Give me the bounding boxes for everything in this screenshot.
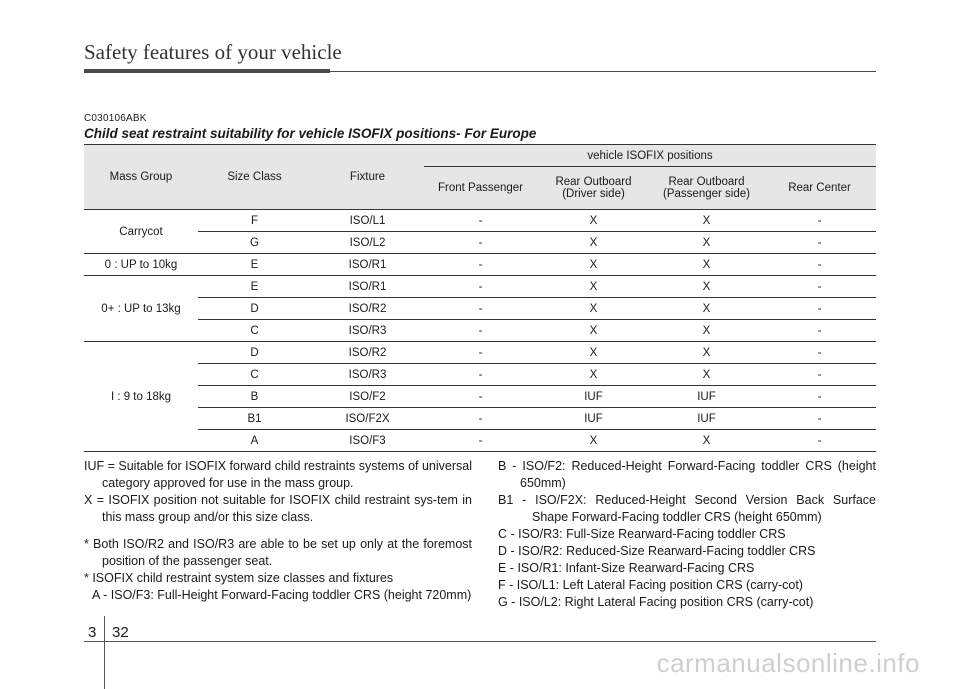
chapter-number: 3 xyxy=(88,624,97,641)
size-class-cell: B xyxy=(198,386,311,408)
note-g: G - ISO/L2: Right Lateral Facing position CRS (carry-cot) xyxy=(498,595,814,609)
rear-passenger-cell: IUF xyxy=(650,408,763,430)
fixture-cell: ISO/F3 xyxy=(311,430,424,452)
front-passenger-cell: - xyxy=(424,386,537,408)
fixture-cell: ISO/R3 xyxy=(311,320,424,342)
front-passenger-cell: - xyxy=(424,364,537,386)
rear-passenger-cell: X xyxy=(650,254,763,276)
table-row xyxy=(84,430,876,452)
isofix-suitability-table xyxy=(84,144,876,452)
size-class-cell: F xyxy=(198,210,311,232)
header-rear-outboard-passenger: Rear Outboard (Passenger side) xyxy=(650,167,763,210)
rear-driver-cell: IUF xyxy=(537,386,650,408)
rear-driver-cell: X xyxy=(537,320,650,342)
front-passenger-cell: - xyxy=(424,320,537,342)
rear-driver-cell: IUF xyxy=(537,408,650,430)
rear-passenger-cell: X xyxy=(650,298,763,320)
note-b1: B1 - ISO/F2X: Reduced-Height Second Version Back Surface Shape Forward-Facing toddler CRS (height 650mm) xyxy=(498,493,876,524)
note-x: X = ISOFIX position not suitable for ISOFIX child restraint sys-tem in this mass group and/or this size class. xyxy=(84,493,472,524)
front-passenger-cell: - xyxy=(424,408,537,430)
table-row xyxy=(84,254,876,276)
header-vehicle-positions: vehicle ISOFIX positions xyxy=(424,145,876,167)
footer-divider xyxy=(104,616,105,689)
rear-driver-cell: X xyxy=(537,364,650,386)
size-class-cell: C xyxy=(198,320,311,342)
rear-passenger-cell: X xyxy=(650,320,763,342)
rear-driver-cell: X xyxy=(537,298,650,320)
rear-passenger-cell: X xyxy=(650,342,763,364)
front-passenger-cell: - xyxy=(424,254,537,276)
rear-center-cell: - xyxy=(763,210,876,232)
front-passenger-cell: - xyxy=(424,298,537,320)
table-row xyxy=(84,342,876,364)
notes-right xyxy=(498,458,876,611)
rear-passenger-cell: X xyxy=(650,232,763,254)
page-number: 32 xyxy=(112,624,129,641)
rear-driver-cell: X xyxy=(537,254,650,276)
fixture-cell: ISO/R3 xyxy=(311,364,424,386)
table-row xyxy=(84,364,876,386)
fixture-cell: ISO/L2 xyxy=(311,232,424,254)
fixture-cell: ISO/R2 xyxy=(311,298,424,320)
mass-group-cell: 0+ : UP to 13kg xyxy=(84,276,198,342)
note-e: E - ISO/R1: Infant-Size Rearward-Facing CRS xyxy=(498,561,755,575)
note-iuf: IUF = Suitable for ISOFIX forward child restraints systems of universal category approved for use in the mass group. xyxy=(84,459,472,490)
fixture-cell: ISO/L1 xyxy=(311,210,424,232)
table-row xyxy=(84,320,876,342)
note-f: F - ISO/L1: Left Lateral Facing position CRS (carry-cot) xyxy=(498,578,803,592)
rear-center-cell: - xyxy=(763,298,876,320)
note-b: B - ISO/F2: Reduced-Height Forward-Facing toddler CRS (height 650mm) xyxy=(498,459,876,490)
rear-passenger-cell: X xyxy=(650,210,763,232)
size-class-cell: C xyxy=(198,364,311,386)
notes-left xyxy=(84,458,472,604)
rear-center-cell: - xyxy=(763,430,876,452)
rear-passenger-cell: IUF xyxy=(650,386,763,408)
table-row xyxy=(84,276,876,298)
note-star-2: * ISOFIX child restraint system size classes and fixtures xyxy=(84,571,394,585)
header-rear-center: Rear Center xyxy=(763,167,876,210)
front-passenger-cell: - xyxy=(424,342,537,364)
front-passenger-cell: - xyxy=(424,210,537,232)
header-front-passenger: Front Passenger xyxy=(424,167,537,210)
rear-center-cell: - xyxy=(763,408,876,430)
table-row xyxy=(84,232,876,254)
rear-center-cell: - xyxy=(763,342,876,364)
size-class-cell: D xyxy=(198,342,311,364)
header-mass-group: Mass Group xyxy=(84,145,198,210)
fixture-cell: ISO/F2X xyxy=(311,408,424,430)
rear-driver-cell: X xyxy=(537,232,650,254)
fixture-cell: ISO/F2 xyxy=(311,386,424,408)
note-star-1: * Both ISO/R2 and ISO/R3 are able to be set up only at the foremost position of the passenger seat. xyxy=(84,537,472,568)
rear-passenger-cell: X xyxy=(650,276,763,298)
rear-passenger-cell: X xyxy=(650,364,763,386)
mass-group-cell: 0 : UP to 10kg xyxy=(84,254,198,276)
watermark: carmanualsonline.info xyxy=(656,648,920,678)
table-row xyxy=(84,386,876,408)
rear-center-cell: - xyxy=(763,364,876,386)
rear-center-cell: - xyxy=(763,276,876,298)
header-fixture: Fixture xyxy=(311,145,424,210)
rear-driver-cell: X xyxy=(537,276,650,298)
section-subtitle: Child seat restraint suitability for vehicle ISOFIX positions- For Europe xyxy=(84,126,537,141)
footer-rule xyxy=(84,641,876,642)
rear-center-cell: - xyxy=(763,254,876,276)
table-row xyxy=(84,298,876,320)
size-class-cell: A xyxy=(198,430,311,452)
size-class-cell: B1 xyxy=(198,408,311,430)
note-d: D - ISO/R2: Reduced-Size Rearward-Facing toddler CRS xyxy=(498,544,816,558)
fixture-cell: ISO/R1 xyxy=(311,276,424,298)
mass-group-cell: I : 9 to 18kg xyxy=(84,342,198,452)
rear-center-cell: - xyxy=(763,320,876,342)
rear-passenger-cell: X xyxy=(650,430,763,452)
size-class-cell: E xyxy=(198,254,311,276)
size-class-cell: D xyxy=(198,298,311,320)
note-a: A - ISO/F3: Full-Height Forward-Facing toddler CRS (height 720mm) xyxy=(92,588,472,602)
fixture-cell: ISO/R2 xyxy=(311,342,424,364)
table-row xyxy=(84,408,876,430)
note-c: C - ISO/R3: Full-Size Rearward-Facing toddler CRS xyxy=(498,527,786,541)
section-title: Safety features of your vehicle xyxy=(84,40,342,64)
front-passenger-cell: - xyxy=(424,430,537,452)
header-size-class: Size Class xyxy=(198,145,311,210)
rear-center-cell: - xyxy=(763,386,876,408)
size-class-cell: E xyxy=(198,276,311,298)
header-rule xyxy=(84,71,876,72)
rear-driver-cell: X xyxy=(537,210,650,232)
table-row xyxy=(84,210,876,232)
document-code: C030106ABK xyxy=(84,113,147,124)
fixture-cell: ISO/R1 xyxy=(311,254,424,276)
front-passenger-cell: - xyxy=(424,232,537,254)
size-class-cell: G xyxy=(198,232,311,254)
rear-center-cell: - xyxy=(763,232,876,254)
rear-driver-cell: X xyxy=(537,430,650,452)
mass-group-cell: Carrycot xyxy=(84,210,198,254)
header-rear-outboard-driver: Rear Outboard (Driver side) xyxy=(537,167,650,210)
rear-driver-cell: X xyxy=(537,342,650,364)
front-passenger-cell: - xyxy=(424,276,537,298)
